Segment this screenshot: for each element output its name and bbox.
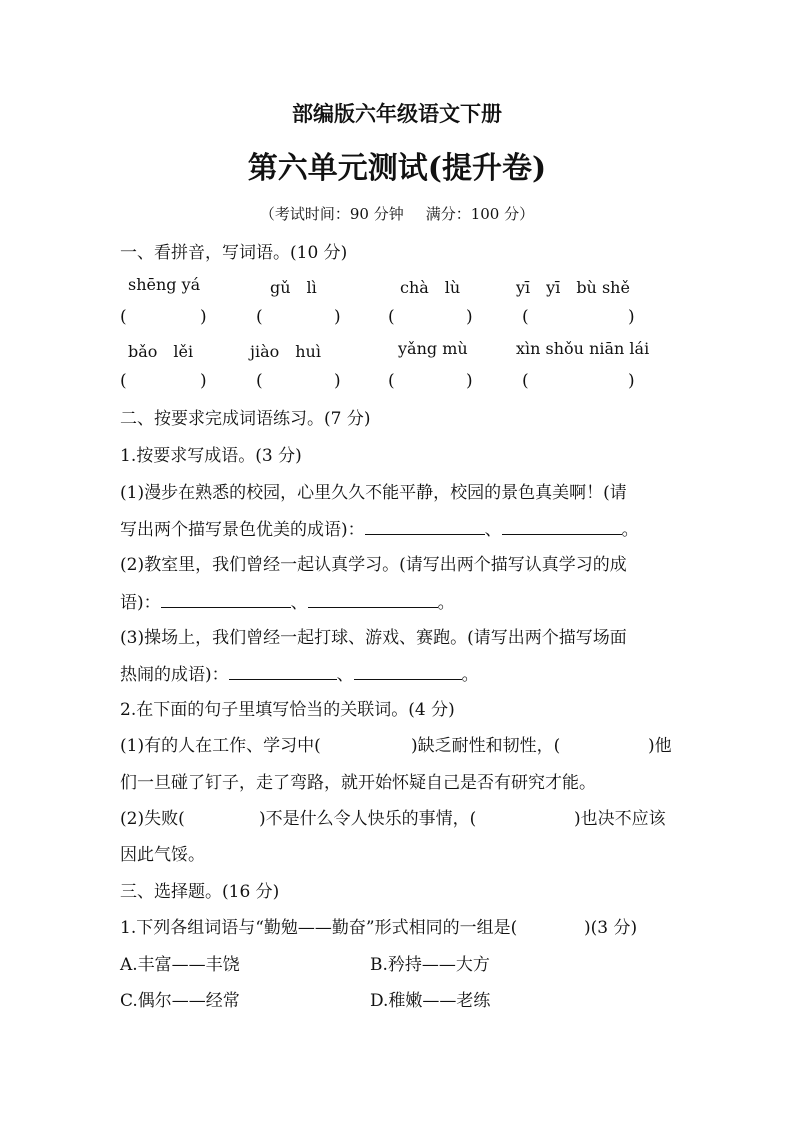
question-text: (3)操场上，我们曾经一起打球、游戏、赛跑。(请写出两个描写场面 — [120, 628, 627, 648]
section3-heading: 三、选择题。(16 分) — [120, 882, 280, 902]
section2-heading: 二、按要求完成词语练习。(7 分) — [120, 409, 371, 429]
question-text: (2)教室里，我们曾经一起认真学习。(请写出两个描写认真学习的成 — [120, 555, 627, 575]
exam-meta — [0, 203, 794, 224]
pinyin-item: xìn shǒu niān lái — [516, 339, 650, 358]
separator: 、 — [290, 593, 308, 613]
option-a: A.丰富——丰饶 — [120, 955, 240, 975]
answer-box-close: ) — [628, 371, 635, 391]
answer-box-open: ( — [120, 371, 127, 391]
answer-box-close: ) — [200, 371, 207, 391]
pinyin-item: chà lù — [400, 278, 461, 297]
answer-box-open: ( — [522, 307, 529, 327]
question-text: 热闹的成语)： — [120, 665, 229, 685]
pinyin-item: yǎng mù — [398, 339, 468, 358]
question-text-with-blanks — [120, 660, 479, 685]
answer-box-open: ( — [256, 371, 263, 391]
answer-blank[interactable] — [229, 661, 337, 680]
separator: 、 — [484, 520, 502, 540]
answer-blank[interactable] — [354, 661, 462, 680]
period: 。 — [461, 665, 479, 685]
answer-blank[interactable] — [161, 589, 291, 608]
pinyin-item: jiào huì — [250, 342, 321, 361]
option-b: B.矜持——大方 — [370, 955, 490, 975]
pinyin-item: yī yī bù shě — [516, 278, 630, 297]
question-text: )(3 分) — [584, 918, 638, 938]
question-text: )不是什么令人快乐的事情，( — [259, 809, 477, 829]
question-text: (2)失败( — [120, 809, 185, 829]
question-text: 们一旦碰了钉子，走了弯路，就开始怀疑自己是否有研究才能。 — [120, 773, 596, 793]
option-c: C.偶尔——经常 — [120, 991, 240, 1011]
answer-blank[interactable] — [365, 516, 485, 535]
question-text: 因此气馁。 — [120, 845, 205, 865]
question-title: 1.按要求写成语。(3 分) — [120, 446, 302, 466]
question-text-with-blanks — [120, 588, 455, 613]
answer-box-close: ) — [628, 307, 635, 327]
answer-box-open: ( — [522, 371, 529, 391]
separator: 、 — [336, 665, 354, 685]
question-text: )也决不应该 — [574, 809, 666, 829]
answer-blank[interactable] — [502, 516, 622, 535]
question-text: 语)： — [120, 593, 161, 613]
exam-title: 第六单元测试(提升卷) — [247, 151, 547, 186]
period: 。 — [437, 593, 455, 613]
question-title: 2.在下面的句子里填写恰当的关联词。(4 分) — [120, 700, 455, 720]
answer-box-close: ) — [466, 371, 473, 391]
period: 。 — [621, 520, 639, 540]
pinyin-item: bǎo lěi — [128, 342, 194, 361]
question-text: )他 — [648, 736, 672, 756]
answer-blank[interactable] — [308, 589, 438, 608]
answer-box-close: ) — [334, 307, 341, 327]
question-text-with-blanks — [120, 515, 639, 540]
full-score: 满分：100 分） — [425, 205, 535, 223]
answer-box-open: ( — [256, 307, 263, 327]
question-text: )缺乏耐性和韧性，( — [411, 736, 561, 756]
answer-box-open: ( — [388, 371, 395, 391]
question-text: (1)有的人在工作、学习中( — [120, 736, 321, 756]
pinyin-item: gǔ lì — [270, 278, 317, 297]
answer-box-close: ) — [200, 307, 207, 327]
answer-box-open: ( — [120, 307, 127, 327]
exam-time: （考试时间：90 分钟 — [259, 205, 404, 223]
question-text: 1.下列各组词语与“勤勉——勤奋”形式相同的一组是( — [120, 918, 518, 938]
section1-heading: 一、看拼音，写词语。(10 分) — [120, 243, 348, 263]
option-d: D.稚嫩——老练 — [370, 991, 491, 1011]
answer-box-open: ( — [388, 307, 395, 327]
pinyin-item: shēng yá — [128, 275, 201, 294]
question-text: 写出两个描写景色优美的成语)： — [120, 520, 365, 540]
answer-box-close: ) — [466, 307, 473, 327]
answer-box-close: ) — [334, 371, 341, 391]
question-text: (1)漫步在熟悉的校园，心里久久不能平静，校园的景色真美啊！(请 — [120, 483, 627, 503]
exam-subtitle: 部编版六年级语文下册 — [292, 101, 502, 126]
